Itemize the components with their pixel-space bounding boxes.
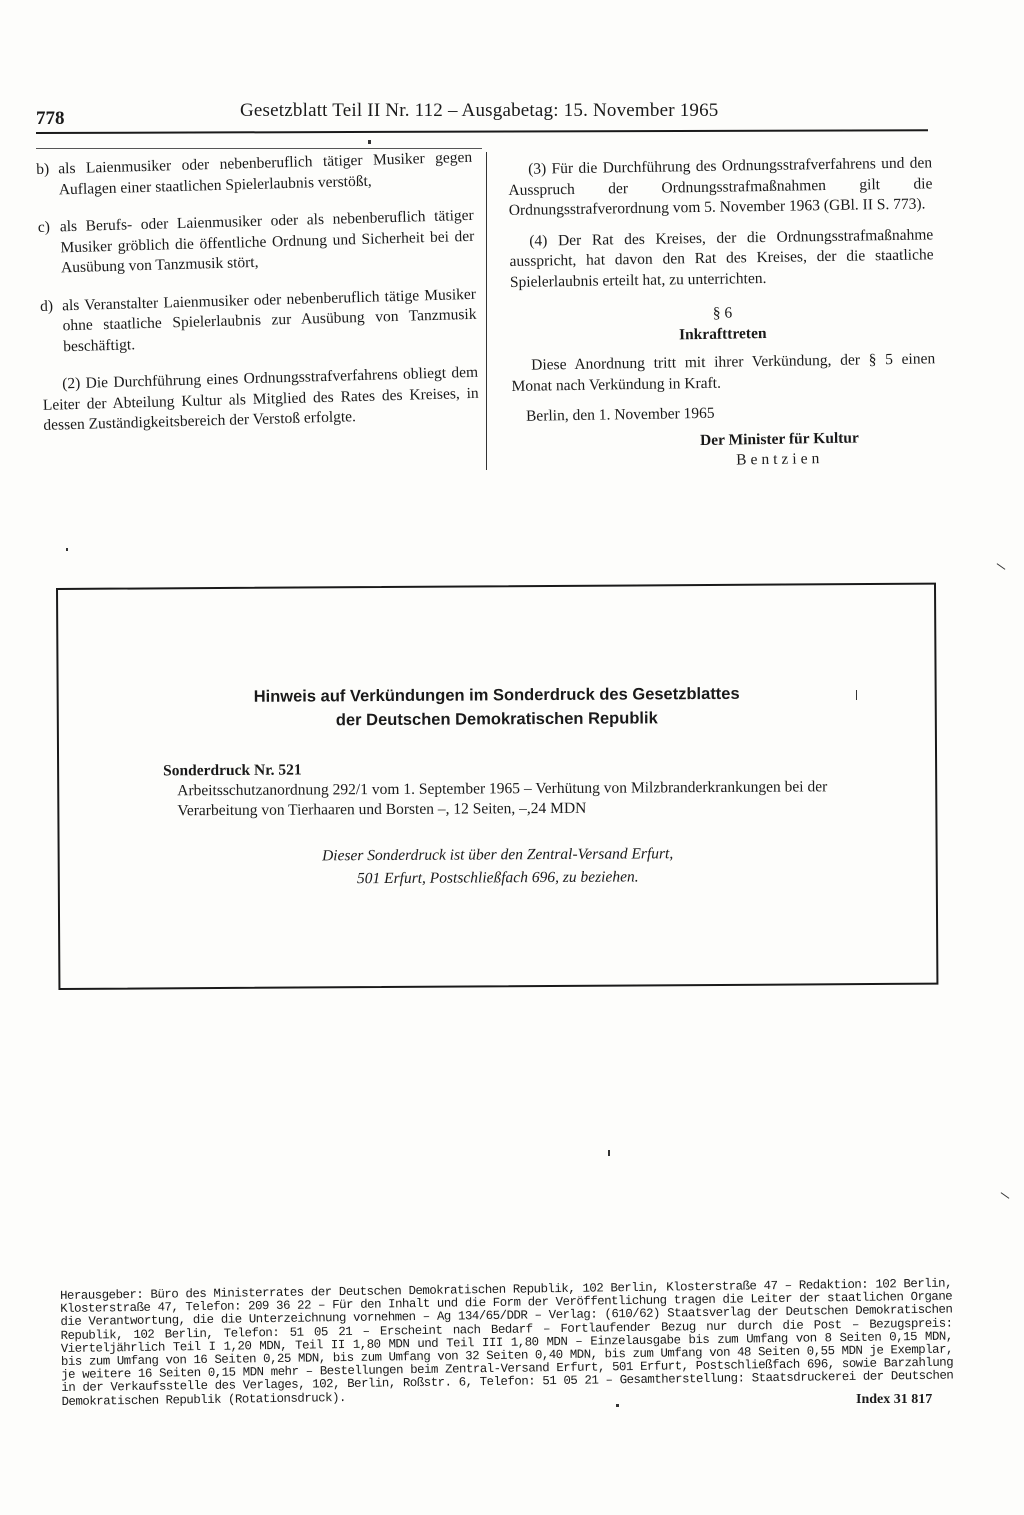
item-text: als Veranstalter Laienmusiker oder nebenberuflich tätige Musiker ohne staatliche Spielerlaubnis zur Ausübung von Tanzmusik beschäftigt. bbox=[61, 285, 477, 355]
item-text: als Laienmusiker oder nebenberuflich tätiger Musiker gegen Auflagen einer staatlichen Spielerlaubnis verstößt, bbox=[58, 148, 473, 198]
index-number: Index 31 817 bbox=[856, 1392, 933, 1407]
notice-title bbox=[59, 681, 935, 734]
imprint-text: Herausgeber: Büro des Ministerrates der Deutschen Demokratischen Republik, 102 Berlin, Klosterstraße 47 – Redaktion: 102 Berlin, Klosterstraße 47, Telefon: 209 36 22 – Für den Inhalt und die Form der Veröffentlichung tragen die Leiter der staatlichen Organe die Verantwortung, die die Unterzeichnung vornehmen – Ag 134/65/DDR – Verlag: (610/62) Staatsverlag der Deutschen Demokratischen Republik, 102 Berlin, Telefon: 51 05 21 – Erscheint nach Bedarf – Fortlaufender Bezug nur durch die Post – Bezugspreis: Vierteljährlich Teil I 1,20 MDN, Teil II 1,80 MDN und Teil III 1,80 MDN – Einzelausgabe bis zum Umfang von 8 Seiten 0,15 MDN, bis zum Umfang von 16 Seiten 0,25 MDN, bis zum Umfang von 32 Seiten 0,40 MDN, bis zum Umfang von 48 Seiten 0,55 MDN je Exemplar, je weitere 16 Seiten 0,15 MDN mehr – Bestellungen beim Zentral-Versand Erfurt, 501 Erfurt, Postschließfach 696, sowie Barzahlung in der Verkaufsstelle des Verlages, 102, Berlin, Roßstr. 6, Telefon: 51 05 21 – Gesamtherstellung: Staatsdruckerei der Deutschen Demokratischen Republik (Rotationsdruck). bbox=[59, 1276, 954, 1409]
header-rule bbox=[36, 129, 928, 134]
print-speck bbox=[616, 1404, 619, 1407]
item-label: b) bbox=[36, 160, 50, 178]
place-date: Berlin, den 1. November 1965 bbox=[525, 404, 715, 425]
left-column bbox=[36, 148, 480, 447]
section-number: § 6 bbox=[712, 304, 733, 322]
notice-hint-line-1: Dieser Sonderdruck ist über den Zentral-Versand Erfurt, bbox=[321, 845, 674, 865]
notice-subheading: Sonderdruck Nr. 521 bbox=[163, 761, 302, 780]
list-item bbox=[38, 206, 476, 280]
notice-hint bbox=[60, 841, 936, 892]
item-text: als Berufs- oder Laienmusiker oder als nebenberuflich tätiger Musiker gröblich die öffentliche Ordnung und Sicherheit bei der Ausübung von Tanzmusik stört, bbox=[59, 206, 475, 277]
print-speck bbox=[368, 140, 371, 144]
column-divider bbox=[486, 152, 487, 470]
special-print-notice-box bbox=[56, 583, 938, 990]
item-label: c) bbox=[37, 218, 51, 236]
print-speck bbox=[1001, 1192, 1010, 1199]
signatory-name: Bentzien bbox=[736, 450, 824, 469]
gazette-header-title: Gesetzblatt Teil II Nr. 112 – Ausgabetag: 15. November 1965 bbox=[240, 100, 719, 121]
section-title: Inkrafttreten bbox=[678, 324, 767, 343]
list-item bbox=[36, 148, 473, 201]
print-speck bbox=[997, 563, 1006, 570]
notice-title-line-2: der Deutschen Demokratischen Republik bbox=[335, 709, 658, 730]
item-label: d) bbox=[39, 297, 54, 315]
notice-title-line-1: Hinweis auf Verkündungen im Sonderdruck des Gesetzblattes bbox=[253, 684, 740, 706]
notice-hint-line-2: 501 Erfurt, Postschließfach 696, zu beziehen. bbox=[356, 868, 639, 888]
notice-body: Arbeitsschutzanordnung 292/1 vom 1. September 1965 – Verhütung von Milzbranderkrankungen bei der Verarbeitung von Tierhaaren und Borsten –, 12 Seiten, –,24 MDN bbox=[177, 778, 828, 820]
right-column bbox=[508, 153, 937, 474]
paragraph-3: (3) Für die Durchführung des Ordnungsstrafverfahrens und den Ausspruch der Ordnungsstrafmaßnahmen gilt die Ordnungsstrafverordnung vom 5. November 1963 (GBl. II S. 773). bbox=[508, 154, 933, 219]
paragraph-4: (4) Der Rat des Kreises, der die Ordnungsstrafmaßnahme ausspricht, hat davon den Rat des Kreises, der die staatliche Spielerlaubnis erteilt hat, zu unterrichten. bbox=[509, 225, 934, 291]
paragraph-2: (2) Die Durchführung eines Ordnungsstrafverfahrens obliegt dem Leiter der Abteilung Kultur als Mitglied des Rates des Kreises, in dessen Zuständigkeitsbereich der Verstoß erfolgte. bbox=[42, 363, 479, 434]
signatory-role: Der Minister für Kultur bbox=[699, 429, 859, 449]
print-speck bbox=[608, 1150, 610, 1156]
section-text: Diese Anordnung tritt mit ihrer Verkündung, der § 5 einen Monat nach Verkündung in Kraft. bbox=[511, 350, 936, 395]
print-speck bbox=[856, 690, 857, 700]
page-number: 778 bbox=[36, 108, 65, 129]
print-speck bbox=[66, 548, 68, 551]
list-item bbox=[40, 284, 478, 358]
